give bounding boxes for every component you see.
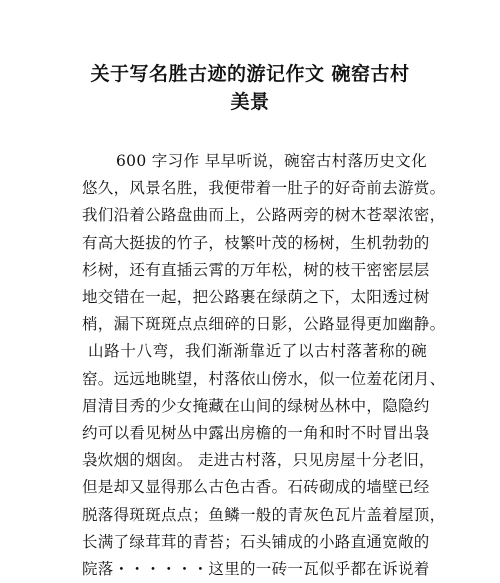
body-line: 有高大挺拔的竹子，枝繁叶茂的杨树，生机勃勃的	[82, 233, 430, 252]
title-line-2: 美景	[230, 91, 270, 113]
body-line: 但是却又显得那么古色古香。石砖砌成的墙壁已经	[82, 478, 430, 497]
body-line: 长满了绿茸茸的青苔；石头铺成的小路直通宽敞的	[82, 532, 430, 551]
body-line: 袅炊烟的烟囱。 走进古村落，只见房屋十分老旧，	[82, 451, 435, 470]
body-line: 眉清目秀的少女掩藏在山间的绿树丛林中，隐隐约	[82, 396, 430, 415]
body-line: 地交错在一起，把公路裹在绿荫之下，太阳透过树	[82, 288, 430, 307]
body-line: 窑。远远地眺望，村落依山傍水，似一位羞花闭月、	[82, 369, 446, 388]
article-title	[70, 60, 430, 116]
body-line: 600 字习作 早早听说，碗窑古村落历史文化	[116, 152, 427, 170]
body-line: 我们沿着公路盘曲而上，公路两旁的树木苍翠浓密，	[82, 206, 446, 225]
body-line: 院落・・・・・・这里的一砖一瓦似乎都在诉说着	[82, 560, 430, 579]
article-body	[82, 148, 446, 583]
body-line: 梢，漏下斑斑点点细碎的日影，公路显得更加幽静。	[82, 315, 446, 334]
title-line-1: 关于写名胜古迹的游记作文 碗窑古村	[90, 63, 410, 85]
body-line: 脱落得斑斑点点；鱼鳞一般的青灰色瓦片盖着屋顶，	[82, 505, 446, 524]
body-line: 悠久，风景名胜，我便带着一肚子的好奇前去游赏。	[82, 179, 446, 198]
body-line: 杉树，还有直插云霄的万年松，树的枝干密密层层	[82, 260, 430, 279]
body-line: 山路十八弯，我们渐渐靠近了以古村落著称的碗	[88, 342, 427, 361]
body-line: 约可以看见树丛中露出房檐的一角和时不时冒出袅	[82, 424, 430, 443]
